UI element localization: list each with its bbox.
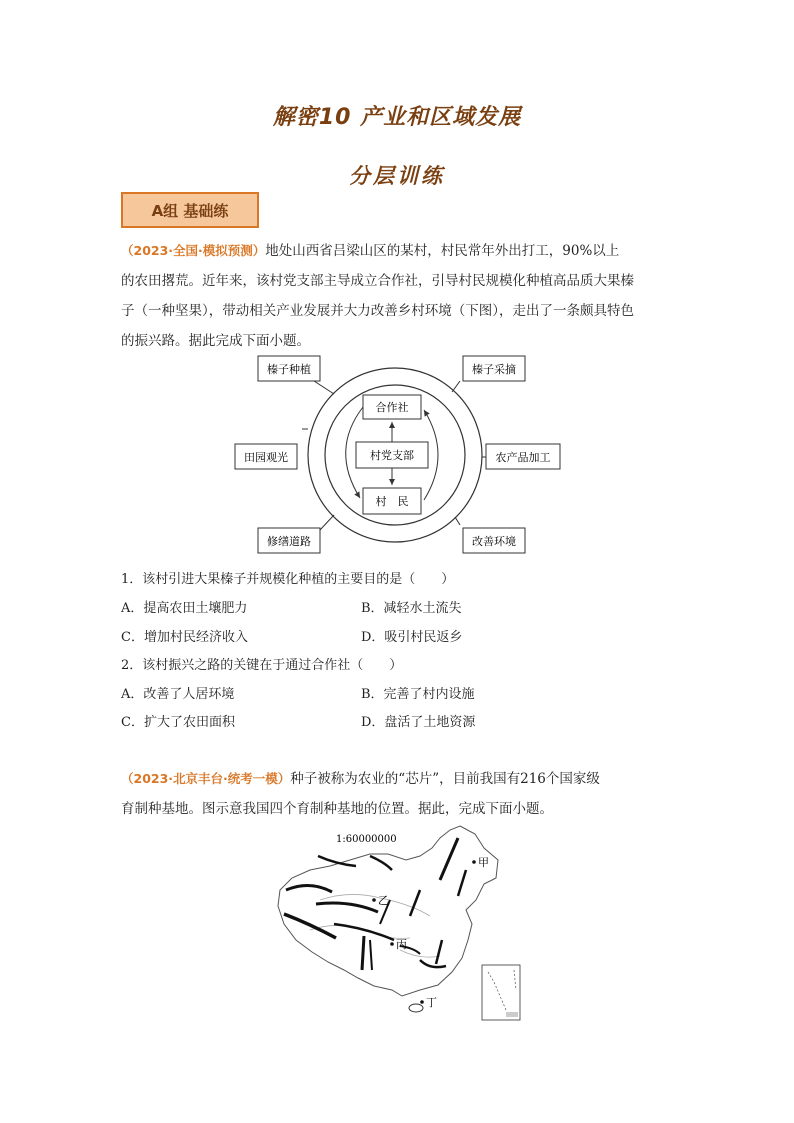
box-road-repair [258, 528, 320, 553]
box-hazel-picking [463, 356, 525, 381]
group-label-box [121, 192, 259, 228]
village-diagram [230, 350, 570, 560]
box-hazel-planting [258, 356, 320, 381]
map-outline [278, 826, 498, 996]
q1-option-b[interactable]: B．减轻水土流失 [361, 601, 462, 616]
q1-option-c[interactable]: C．增加村民经济收入 [121, 630, 248, 645]
box-villagers-text: 村 民 [375, 495, 409, 508]
group-label: A组 基础练 [151, 201, 229, 220]
passage-1-line-2: 子（一种坚果），带动相关产业发展并大力改善乡村环境（下图），走出了一条颇具特色 [121, 303, 634, 319]
south-china-sea-inset [482, 965, 520, 1020]
map-scale: 1:60000000 [336, 834, 397, 845]
box-road-repair-text: 修缮道路 [267, 535, 311, 548]
passage-2-line-0: 种子被称为农业的“芯片”，目前我国有216个国家级 [290, 771, 600, 787]
box-hazel-picking-text: 榛子采摘 [472, 363, 516, 376]
q2-option-c[interactable]: C．扩大了农田面积 [121, 715, 235, 730]
question-2-stem: 2．该村振兴之路的关键在于通过合作社（ ） [121, 658, 403, 673]
map-label-ding: 丁 [426, 996, 437, 1009]
q1-option-a[interactable]: A．提高农田土壤肥力 [121, 601, 248, 616]
passage-1-line-1: 的农田撂荒。近年来，该村党支部主导成立合作社，引导村民规模化种植高品质大果榛 [121, 273, 634, 289]
q1-option-d[interactable]: D．吸引村民返乡 [361, 630, 463, 645]
box-product-processing-text: 农产品加工 [495, 451, 551, 464]
box-party-branch-text: 村党支部 [370, 449, 414, 462]
box-hazel-planting-text: 榛子种植 [267, 363, 311, 376]
passage-2 [121, 764, 681, 824]
china-map [270, 820, 530, 1025]
passage-2-line-1: 育制种基地。图示意我国四个育制种基地的位置。据此，完成下面小题。 [121, 801, 553, 817]
box-product-processing [486, 444, 560, 469]
map-label-yi: 乙 [378, 894, 389, 907]
q2-option-a[interactable]: A．改善了人居环境 [121, 687, 235, 702]
passage-1-source: （2023·全国·模拟预测） [121, 243, 266, 258]
page-title: 解密10 产业和区域发展 [272, 105, 522, 130]
q2-option-b[interactable]: B．完善了村内设施 [361, 687, 475, 702]
map-label-bing: 丙 [396, 938, 407, 951]
map-label-jia: 甲 [478, 856, 489, 869]
box-field-tourism [235, 444, 297, 469]
question-1-stem: 1．该村引进大果榛子并规模化种植的主要目的是（ ） [121, 572, 455, 587]
passage-1-line-3: 的振兴路。据此完成下面小题。 [121, 333, 310, 349]
box-villagers [363, 488, 421, 514]
box-environment [463, 528, 525, 553]
box-field-tourism-text: 田园观光 [244, 451, 288, 464]
box-cooperative [363, 395, 421, 419]
passage-1 [121, 236, 681, 356]
page-subtitle: 分层训练 [349, 164, 445, 188]
q2-option-d[interactable]: D．盘活了土地资源 [361, 715, 476, 730]
box-environment-text: 改善环境 [472, 535, 516, 548]
passage-1-line-0: 地处山西省吕梁山区的某村，村民常年外出打工，90%以上 [265, 243, 620, 259]
box-party-branch [356, 442, 428, 468]
passage-2-source: （2023·北京丰台·统考一模） [121, 771, 291, 786]
box-cooperative-text: 合作社 [375, 401, 409, 414]
